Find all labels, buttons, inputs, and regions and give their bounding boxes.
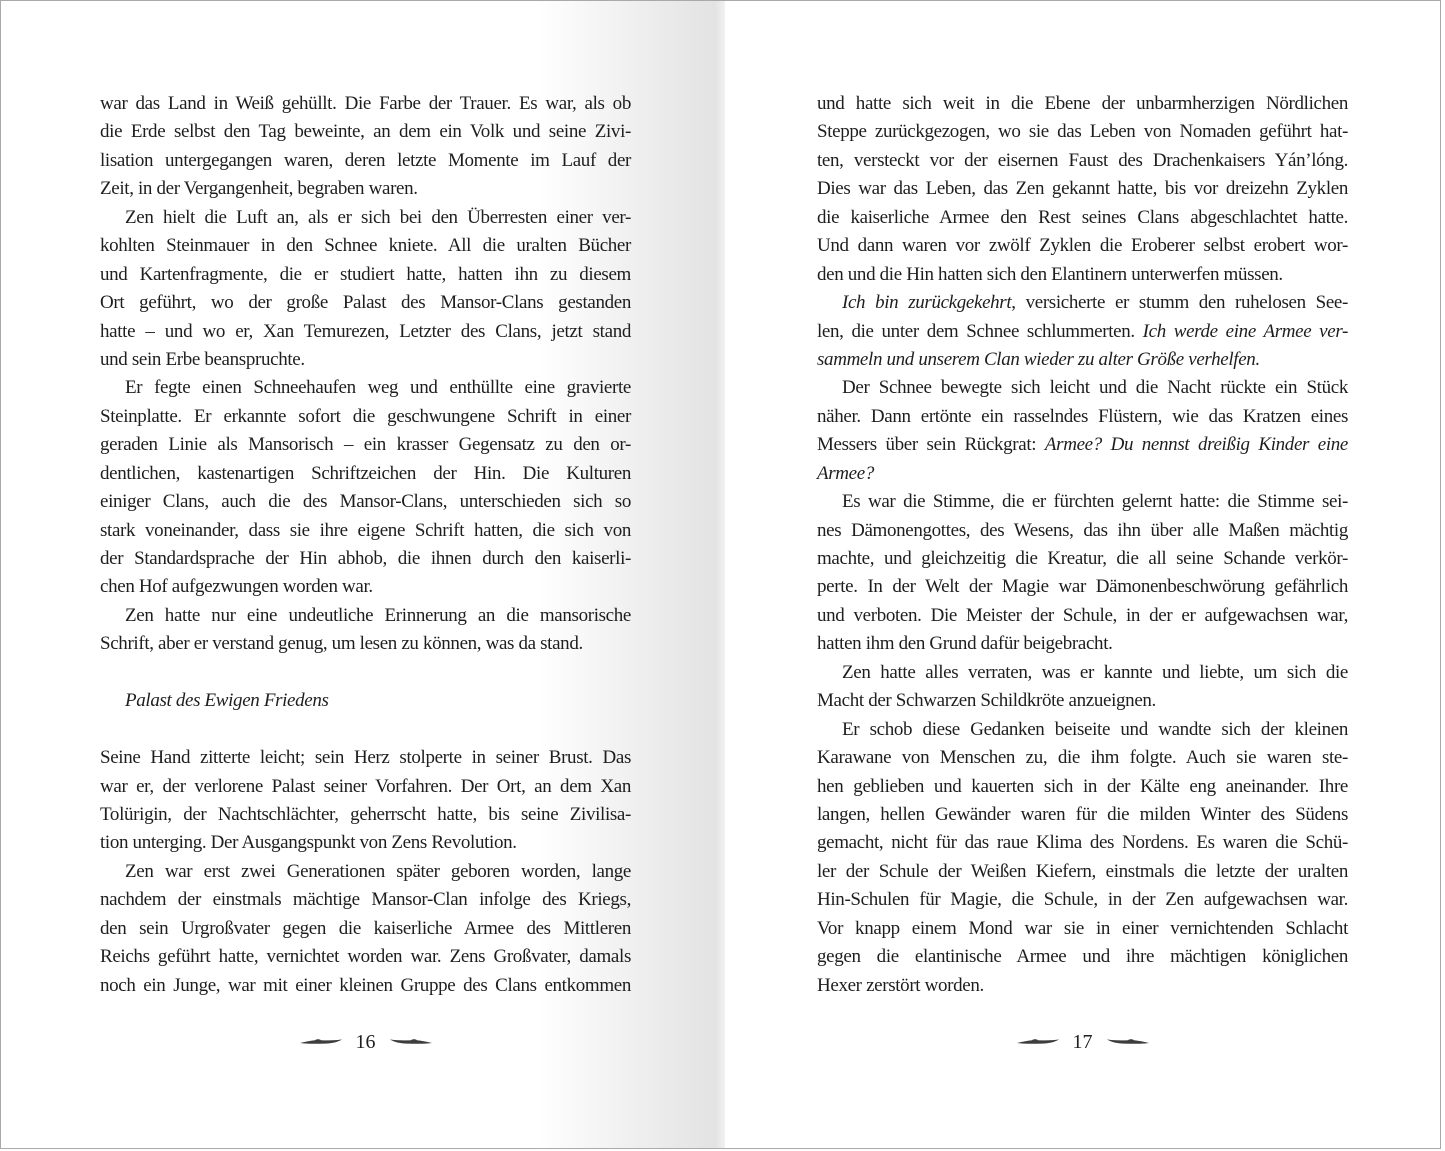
text-line <box>100 744 631 772</box>
text-line <box>817 318 1348 346</box>
swash-flourish-icon <box>1016 1037 1060 1047</box>
text-line <box>100 289 631 317</box>
text-run: Es war die Stimme, die er fürchten gelernt hatte: die Stimme sei- <box>842 491 1348 513</box>
text-run: lisation untergegangen waren, deren letzte Momente im Lauf der <box>100 149 631 171</box>
text-run: gemacht, nicht für das raue Klima des Nordens. Es waren die Schü- <box>817 832 1348 854</box>
text-line <box>100 630 631 658</box>
text-line <box>817 488 1348 516</box>
text-line <box>100 403 631 431</box>
page-right <box>725 1 1440 1148</box>
text-block-left <box>100 90 631 1000</box>
text-run: Er fegte einen Schneehaufen weg und enthüllte eine gravierte <box>125 377 631 399</box>
text-line <box>100 517 631 545</box>
text-run: geraden Linie als Mansorisch – ein krasser Gegensatz zu den or- <box>100 434 631 456</box>
text-run: Zeit, in der Vergangenheit, begraben waren. <box>100 178 418 200</box>
text-run: Steinplatte. Er erkannte sofort die geschwungene Schrift in einer <box>100 405 631 427</box>
text-run: Dies war das Leben, das Zen gekannt hatte, bis vor dreizehn Zyklen <box>817 178 1348 200</box>
text-run: und sein Erbe beanspruchte. <box>100 348 305 370</box>
text-run: , versicherte er stumm den ruhelosen See- <box>1011 292 1348 314</box>
text-run: Ort geführt, wo der große Palast des Mansor-Clans gestanden <box>100 292 631 314</box>
text-run: die Erde selbst den Tag beweinte, an dem ein Volk und seine Zivi- <box>100 121 631 143</box>
text-run: den sein Urgroßvater gegen die kaiserliche Armee des Mittleren <box>100 917 631 939</box>
text-line <box>817 431 1348 459</box>
text-line <box>817 744 1348 772</box>
text-run: kohlten Steinmauer in den Schnee kniete. All die uralten Bücher <box>100 235 631 257</box>
text-line <box>817 915 1348 943</box>
text-run: Tolürigin, der Nachtschlächter, geherrscht hatte, bis seine Zivilisa- <box>100 803 631 825</box>
text-run: Karawane von Menschen zu, die ihm folgte. Auch sie waren ste- <box>817 747 1348 769</box>
text-line <box>100 318 631 346</box>
text-line <box>100 545 631 573</box>
text-run: hatte – und wo er, Xan Temurezen, Letzter des Clans, jetzt stand <box>100 320 631 342</box>
page-number-left: 16 <box>355 1031 376 1053</box>
text-line <box>100 602 631 630</box>
text-run: und hatte sich weit in die Ebene der unbarmherzigen Nördlichen <box>817 93 1348 114</box>
text-run: perte. In der Welt der Magie war Dämonenbeschwörung gefährlich <box>817 576 1348 598</box>
text-run: Und dann waren vor zwölf Zyklen die Eroberer selbst erobert wor- <box>817 235 1348 257</box>
text-run: Hexer zerstört worden. <box>817 974 984 996</box>
text-line <box>100 175 631 203</box>
text-line <box>817 460 1348 488</box>
text-run: Vor knapp einem Mond war sie in einer vernichtenden Schlacht <box>817 917 1348 939</box>
text-line <box>100 261 631 289</box>
text-run: nes Dämonengottes, des Wesens, das ihn über alle Maßen mächtig <box>817 519 1348 541</box>
text-line <box>817 175 1348 203</box>
text-line <box>100 147 631 175</box>
text-line <box>100 829 631 857</box>
page-footer-right <box>817 1027 1348 1057</box>
text-run: Reichs geführt hatte, vernichtet worden war. Zens Großvater, damals <box>100 946 631 968</box>
swash-flourish-icon <box>299 1037 343 1047</box>
page-footer-left <box>100 1027 631 1057</box>
text-line <box>100 488 631 516</box>
italic-text-run: Armee? Du nennst dreißig Kinder eine <box>1044 434 1348 456</box>
text-run: chen Hof aufgezwungen worden war. <box>100 576 373 598</box>
text-run: der Standardsprache der Hin abhob, die ihnen durch den kaiserli- <box>100 548 631 569</box>
blank-line <box>100 659 631 687</box>
text-run: dentlichen, kastenartigen Schriftzeichen der Hin. Die Kulturen <box>100 462 631 484</box>
text-run: Schrift, aber er verstand genug, um lesen zu können, was da stand. <box>100 633 583 655</box>
text-line <box>817 289 1348 317</box>
text-line <box>100 460 631 488</box>
text-run: langen, hellen Gewänder waren für die milden Winter des Südens <box>817 803 1348 825</box>
blank-line <box>100 716 631 744</box>
text-run: Armee? <box>817 462 874 484</box>
text-line <box>817 118 1348 146</box>
text-run: Palast des Ewigen Friedens <box>125 690 329 712</box>
text-line <box>100 204 631 232</box>
text-line <box>817 858 1348 886</box>
text-run: und Kartenfragmente, die er studiert hatte, hatten ihn zu diesem <box>100 263 631 285</box>
italic-text-run: Ich werde eine Armee ver- <box>1142 320 1348 342</box>
text-run: Messers über sein Rückgrat: <box>817 434 1045 456</box>
text-run: Hin-Schulen für Magie, die Schule, in der Zen aufgewachsen war. <box>817 889 1348 911</box>
text-run: stark voneinander, dass sie ihre eigene Schrift hatten, die sich von <box>100 519 631 541</box>
text-line <box>100 915 631 943</box>
text-line <box>817 232 1348 260</box>
text-run: sammeln und unserem Clan wieder zu alter Größe verhelfen. <box>817 348 1260 370</box>
text-line <box>100 232 631 260</box>
text-run: den und die Hin hatten sich den Elantinern unterwerfen müssen. <box>817 263 1283 285</box>
text-run: und verboten. Die Meister der Schule, in der er aufgewachsen war, <box>817 604 1348 626</box>
text-line <box>100 346 631 374</box>
text-line <box>817 545 1348 573</box>
text-line <box>100 886 631 914</box>
text-line <box>817 773 1348 801</box>
text-run: war er, der verlorene Palast seiner Vorfahren. Der Ort, an dem Xan <box>100 775 631 797</box>
text-line <box>100 431 631 459</box>
text-line <box>817 829 1348 857</box>
text-run: Zen hielt die Luft an, als er sich bei den Überresten einer ver- <box>125 206 631 228</box>
text-line <box>100 118 631 146</box>
text-line <box>817 90 1348 118</box>
text-line <box>100 90 631 118</box>
text-line <box>817 147 1348 175</box>
text-run: len, die unter dem Schnee schlummerten. <box>817 320 1143 342</box>
text-line <box>817 204 1348 232</box>
text-line <box>817 374 1348 402</box>
text-run: Zen hatte alles verraten, was er kannte und liebte, um sich die <box>842 661 1348 683</box>
text-run: nachdem der einstmals mächtige Mansor-Clan infolge des Kriegs, <box>100 889 631 911</box>
text-line <box>817 346 1348 374</box>
text-run: gegen die elantinische Armee und ihre mächtigen königlichen <box>817 946 1348 968</box>
text-run: ten, versteckt vor der eisernen Faust des Drachenkaisers Yán’lóng. <box>817 149 1348 171</box>
text-line <box>100 858 631 886</box>
text-line <box>817 573 1348 601</box>
text-run: Er schob diese Gedanken beiseite und wandte sich der kleinen <box>842 718 1348 740</box>
text-block-right <box>817 90 1348 1000</box>
text-run: näher. Dann ertönte ein rasselndes Flüstern, wie das Kratzen eines <box>817 405 1348 427</box>
text-run: die kaiserliche Armee den Rest seines Clans abgeschlachtet hatte. <box>817 206 1348 228</box>
text-line <box>817 972 1348 1000</box>
text-run: Macht der Schwarzen Schildkröte anzueignen. <box>817 690 1156 712</box>
text-line <box>817 517 1348 545</box>
text-run: Zen war erst zwei Generationen später geboren worden, lange <box>125 860 631 882</box>
text-run: hatten ihm den Grund dafür beigebracht. <box>817 633 1113 655</box>
swash-flourish-icon <box>389 1037 433 1047</box>
text-line <box>100 773 631 801</box>
text-line <box>817 602 1348 630</box>
text-line <box>100 972 631 1000</box>
text-run: ler der Schule der Weißen Kiefern, einstmals die letzte der uralten <box>817 860 1348 882</box>
text-run: Seine Hand zitterte leicht; sein Herz stolperte in seiner Brust. Das <box>100 747 631 769</box>
page-left <box>1 1 725 1148</box>
text-run: einiger Clans, auch die des Mansor-Clans, unterschieden sich so <box>100 491 631 513</box>
text-line <box>100 374 631 402</box>
text-run: hen geblieben und kauerten sich in der Kälte eng aneinander. Ihre <box>817 775 1348 797</box>
text-run: Zen hatte nur eine undeutliche Erinnerung an die mansorische <box>125 604 631 626</box>
text-run: tion unterging. Der Ausgangspunkt von Zens Revolution. <box>100 832 517 854</box>
text-line <box>817 687 1348 715</box>
text-line <box>817 801 1348 829</box>
text-line <box>100 801 631 829</box>
text-line <box>100 573 631 601</box>
page-number-right: 17 <box>1072 1031 1093 1053</box>
text-line <box>817 943 1348 971</box>
text-line <box>817 630 1348 658</box>
swash-flourish-icon <box>1106 1037 1150 1047</box>
text-line <box>100 687 631 715</box>
text-run: Steppe zurückgezogen, wo sie das Leben von Nomaden geführt hat- <box>817 121 1348 143</box>
italic-text-run: Ich bin zurückgekehrt <box>842 292 1012 314</box>
text-line <box>817 716 1348 744</box>
text-line <box>817 261 1348 289</box>
text-line <box>817 659 1348 687</box>
text-line <box>100 943 631 971</box>
text-run: war das Land in Weiß gehüllt. Die Farbe der Trauer. Es war, als ob <box>100 93 631 114</box>
text-line <box>817 403 1348 431</box>
text-run: machte, und gleichzeitig die Kreatur, die all seine Schande verkör- <box>817 548 1348 569</box>
text-run: Der Schnee bewegte sich leicht und die Nacht rückte ein Stück <box>842 377 1348 399</box>
text-run: noch ein Junge, war mit einer kleinen Gruppe des Clans entkommen <box>100 974 631 996</box>
text-line <box>817 886 1348 914</box>
